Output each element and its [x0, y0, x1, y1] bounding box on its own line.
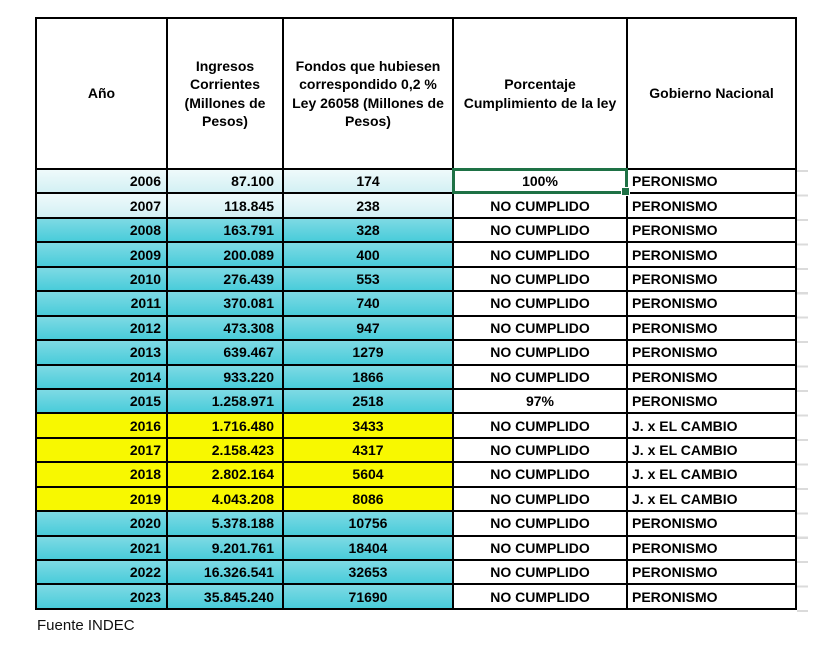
- row-gridline-ticks: [797, 170, 808, 614]
- cell-gobierno[interactable]: J. x EL CAMBIO: [627, 487, 796, 511]
- table-row: [36, 267, 796, 291]
- source-note[interactable]: Fuente INDEC: [37, 617, 135, 634]
- cell-gobierno[interactable]: PERONISMO: [627, 511, 796, 535]
- cell-gobierno[interactable]: PERONISMO: [627, 218, 796, 242]
- cell-ingresos[interactable]: 276.439: [167, 267, 283, 291]
- cell-year[interactable]: 2008: [36, 218, 167, 242]
- cell-fondos[interactable]: 174: [283, 169, 453, 193]
- cell-cumplimiento[interactable]: NO CUMPLIDO: [453, 560, 627, 584]
- table-row: [36, 511, 796, 535]
- cell-gobierno[interactable]: PERONISMO: [627, 193, 796, 217]
- table-row: [36, 316, 796, 340]
- cell-ingresos[interactable]: 87.100: [167, 169, 283, 193]
- table-row: [36, 389, 796, 413]
- header-ingresos[interactable]: Ingresos Corrientes (Millones de Pesos): [167, 18, 283, 169]
- table-row: [36, 242, 796, 266]
- table-row: [36, 193, 796, 217]
- cell-year[interactable]: 2011: [36, 291, 167, 315]
- cell-fondos[interactable]: 328: [283, 218, 453, 242]
- cell-gobierno[interactable]: PERONISMO: [627, 242, 796, 266]
- cell-ingresos[interactable]: 1.258.971: [167, 389, 283, 413]
- table-row: [36, 291, 796, 315]
- cell-ingresos[interactable]: 473.308: [167, 316, 283, 340]
- cell-ingresos[interactable]: 163.791: [167, 218, 283, 242]
- cell-year[interactable]: 2020: [36, 511, 167, 535]
- cell-ingresos[interactable]: 370.081: [167, 291, 283, 315]
- table-row: [36, 584, 796, 608]
- cell-fondos[interactable]: 18404: [283, 536, 453, 560]
- cell-gobierno[interactable]: PERONISMO: [627, 560, 796, 584]
- table-row: [36, 413, 796, 437]
- cell-year[interactable]: 2009: [36, 242, 167, 266]
- cell-gobierno[interactable]: PERONISMO: [627, 584, 796, 608]
- cell-year[interactable]: 2006: [36, 169, 167, 193]
- cell-cumplimiento[interactable]: 97%: [453, 389, 627, 413]
- cell-cumplimiento[interactable]: NO CUMPLIDO: [453, 242, 627, 266]
- cell-gobierno[interactable]: PERONISMO: [627, 267, 796, 291]
- table-row: [36, 487, 796, 511]
- cell-ingresos[interactable]: 118.845: [167, 193, 283, 217]
- cell-year[interactable]: 2014: [36, 365, 167, 389]
- cell-gobierno[interactable]: PERONISMO: [627, 169, 796, 193]
- cell-fondos[interactable]: 238: [283, 193, 453, 217]
- cell-ingresos[interactable]: 2.158.423: [167, 438, 283, 462]
- cell-cumplimiento[interactable]: NO CUMPLIDO: [453, 218, 627, 242]
- cell-cumplimiento[interactable]: NO CUMPLIDO: [453, 291, 627, 315]
- table-row: [36, 365, 796, 389]
- table-row: [36, 340, 796, 364]
- cell-year[interactable]: 2015: [36, 389, 167, 413]
- cell-gobierno[interactable]: J. x EL CAMBIO: [627, 462, 796, 486]
- cell-ingresos[interactable]: 1.716.480: [167, 413, 283, 437]
- cell-ingresos[interactable]: 9.201.761: [167, 536, 283, 560]
- cell-gobierno[interactable]: PERONISMO: [627, 536, 796, 560]
- cell-ingresos[interactable]: 4.043.208: [167, 487, 283, 511]
- cell-ingresos[interactable]: 35.845.240: [167, 584, 283, 608]
- cell-ingresos[interactable]: 5.378.188: [167, 511, 283, 535]
- table-row: [36, 218, 796, 242]
- cell-gobierno[interactable]: PERONISMO: [627, 389, 796, 413]
- cell-year[interactable]: 2019: [36, 487, 167, 511]
- cell-year[interactable]: 2016: [36, 413, 167, 437]
- cell-fondos[interactable]: 1279: [283, 340, 453, 364]
- table-row: [36, 462, 796, 486]
- cell-gobierno[interactable]: J. x EL CAMBIO: [627, 413, 796, 437]
- cell-cumplimiento[interactable]: NO CUMPLIDO: [453, 462, 627, 486]
- cell-year[interactable]: 2021: [36, 536, 167, 560]
- cell-gobierno[interactable]: PERONISMO: [627, 291, 796, 315]
- cell-cumplimiento[interactable]: NO CUMPLIDO: [453, 487, 627, 511]
- cell-fondos[interactable]: 2518: [283, 389, 453, 413]
- cell-cumplimiento[interactable]: NO CUMPLIDO: [453, 438, 627, 462]
- cell-fondos[interactable]: 947: [283, 316, 453, 340]
- cell-fondos[interactable]: 5604: [283, 462, 453, 486]
- cell-fondos[interactable]: 400: [283, 242, 453, 266]
- cell-cumplimiento[interactable]: NO CUMPLIDO: [453, 316, 627, 340]
- cell-ingresos[interactable]: 200.089: [167, 242, 283, 266]
- cell-ingresos[interactable]: 933.220: [167, 365, 283, 389]
- cell-gobierno[interactable]: PERONISMO: [627, 365, 796, 389]
- cell-fondos[interactable]: 8086: [283, 487, 453, 511]
- cell-fondos[interactable]: 1866: [283, 365, 453, 389]
- cell-cumplimiento[interactable]: NO CUMPLIDO: [453, 584, 627, 608]
- header-fondos[interactable]: Fondos que hubiesen correspondido 0,2 % Ley 26058 (Millones de Pesos): [283, 18, 453, 169]
- cell-cumplimiento[interactable]: NO CUMPLIDO: [453, 511, 627, 535]
- cell-cumplimiento[interactable]: NO CUMPLIDO: [453, 536, 627, 560]
- cell-cumplimiento[interactable]: 100%: [453, 169, 627, 193]
- cell-year[interactable]: 2010: [36, 267, 167, 291]
- cell-cumplimiento[interactable]: NO CUMPLIDO: [453, 340, 627, 364]
- table-row: [36, 560, 796, 584]
- selection-fill-handle[interactable]: [621, 187, 630, 196]
- header-row: [36, 18, 796, 169]
- cell-ingresos[interactable]: 16.326.541: [167, 560, 283, 584]
- data-table: [35, 17, 797, 610]
- cell-cumplimiento[interactable]: NO CUMPLIDO: [453, 365, 627, 389]
- cell-fondos[interactable]: 3433: [283, 413, 453, 437]
- cell-year[interactable]: 2012: [36, 316, 167, 340]
- cell-gobierno[interactable]: PERONISMO: [627, 316, 796, 340]
- cell-fondos[interactable]: 4317: [283, 438, 453, 462]
- cell-ingresos[interactable]: 2.802.164: [167, 462, 283, 486]
- table-row: [36, 169, 796, 193]
- header-ano[interactable]: Año: [36, 18, 167, 169]
- cell-year[interactable]: 2013: [36, 340, 167, 364]
- cell-gobierno[interactable]: PERONISMO: [627, 340, 796, 364]
- cell-cumplimiento[interactable]: NO CUMPLIDO: [453, 413, 627, 437]
- cell-fondos[interactable]: 553: [283, 267, 453, 291]
- header-cumplimiento[interactable]: Porcentaje Cumplimiento de la ley: [453, 18, 627, 169]
- cell-fondos[interactable]: 740: [283, 291, 453, 315]
- cell-year[interactable]: 2018: [36, 462, 167, 486]
- cell-year[interactable]: 2023: [36, 584, 167, 608]
- cell-year[interactable]: 2022: [36, 560, 167, 584]
- cell-gobierno[interactable]: J. x EL CAMBIO: [627, 438, 796, 462]
- cell-fondos[interactable]: 71690: [283, 584, 453, 608]
- cell-year[interactable]: 2017: [36, 438, 167, 462]
- cell-cumplimiento[interactable]: NO CUMPLIDO: [453, 193, 627, 217]
- cell-fondos[interactable]: 32653: [283, 560, 453, 584]
- cell-year[interactable]: 2007: [36, 193, 167, 217]
- cell-cumplimiento[interactable]: NO CUMPLIDO: [453, 267, 627, 291]
- table-row: [36, 438, 796, 462]
- table-row: [36, 536, 796, 560]
- cell-fondos[interactable]: 10756: [283, 511, 453, 535]
- cell-ingresos[interactable]: 639.467: [167, 340, 283, 364]
- header-gobierno[interactable]: Gobierno Nacional: [627, 18, 796, 169]
